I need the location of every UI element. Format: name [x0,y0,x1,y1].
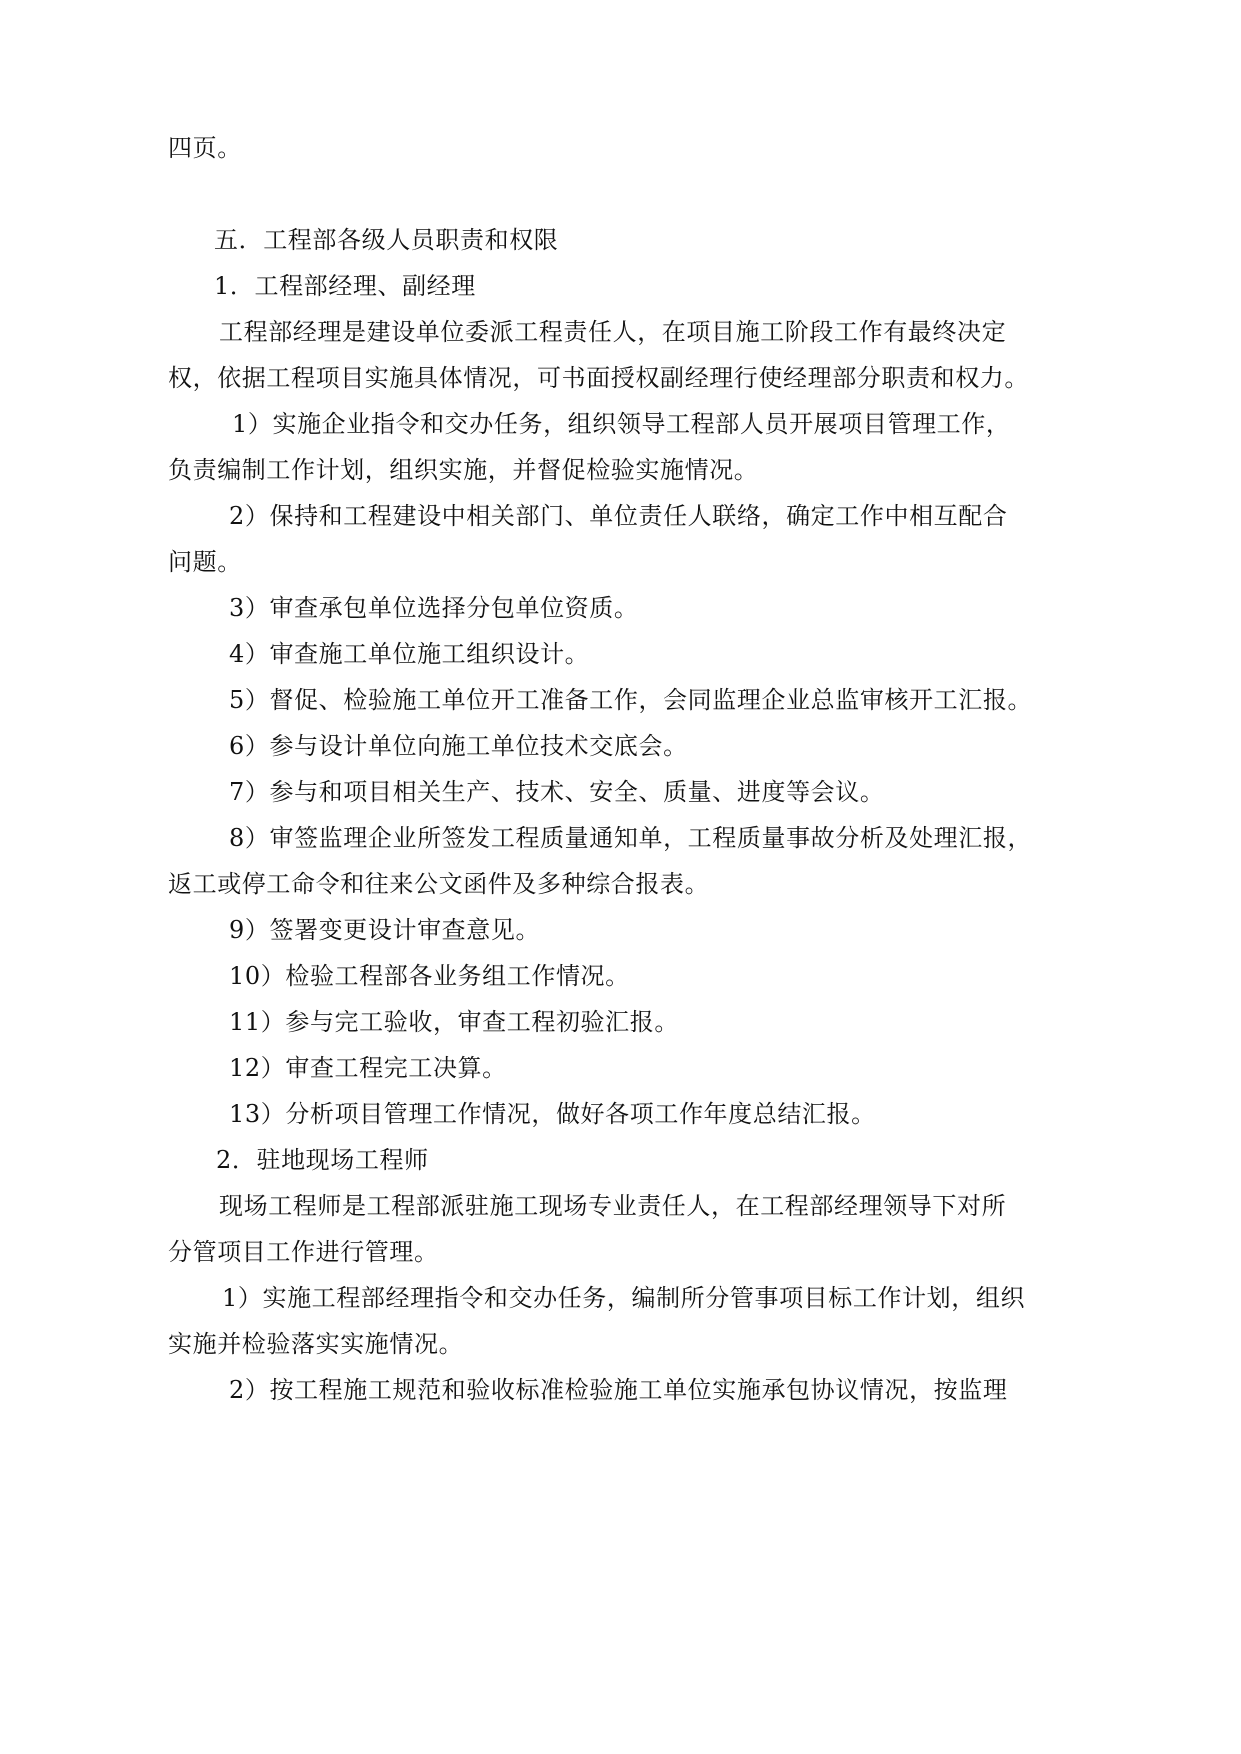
section-heading-5: 五．工程部各级人员职责和权限 [214,226,559,254]
paragraph-line-4: 工程部经理是建设单位委派工程责任人，在项目施工阶段工作有最终决定 [219,318,1007,346]
list-item-10: 10）检验工程部各业务组工作情况。 [229,962,630,990]
paragraph-line-1: 四页。 [168,134,242,162]
list-item-11: 11）参与完工验收，审查工程初验汇报。 [229,1008,679,1036]
engineer-list-item-1: 1）实施工程部经理指令和交办任务，编制所分管事项目标工作计划，组织 [222,1284,1026,1312]
list-item-5: 5）督促、检验施工单位开工准备工作，会同监理企业总监审核开工汇报。 [229,686,1033,714]
list-item-8-cont: 返工或停工命令和往来公文函件及多种综合报表。 [168,870,710,898]
list-item-4: 4）审查施工单位施工组织设计。 [229,640,590,668]
list-item-9: 9）签署变更设计审查意见。 [229,916,541,944]
list-item-2: 2）保持和工程建设中相关部门、单位责任人联络，确定工作中相互配合 [229,502,1008,530]
list-item-8: 8）审签监理企业所签发工程质量通知单，工程质量事故分析及处理汇报， [229,824,1033,852]
engineer-list-item-2: 2）按工程施工规范和验收标准检验施工单位实施承包协议情况，按监理 [229,1376,1008,1404]
list-item-13: 13）分析项目管理工作情况，做好各项工作年度总结汇报。 [229,1100,876,1128]
paragraph-line-5: 权，依据工程项目实施具体情况，可书面授权副经理行使经理部分职责和权力。 [168,364,1029,392]
subsection-heading-1: 1．工程部经理、副经理 [214,272,476,300]
list-item-7: 7）参与和项目相关生产、技术、安全、质量、进度等会议。 [229,778,885,806]
list-item-1: 1）实施企业指令和交办任务，组织领导工程部人员开展项目管理工作， [232,410,1011,438]
list-item-12: 12）审查工程完工决算。 [229,1054,507,1082]
paragraph-line-23: 现场工程师是工程部派驻施工现场专业责任人，在工程部经理领导下对所 [219,1192,1007,1220]
paragraph-line-24: 分管项目工作进行管理。 [168,1238,439,1266]
list-item-2-cont: 问题。 [168,548,242,576]
subsection-heading-2: 2．驻地现场工程师 [216,1146,429,1174]
list-item-6: 6）参与设计单位向施工单位技术交底会。 [229,732,688,760]
list-item-3: 3）审查承包单位选择分包单位资质。 [229,594,639,622]
list-item-1-cont: 负责编制工作计划，组织实施，并督促检验实施情况。 [168,456,759,484]
engineer-list-item-1-cont: 实施并检验落实实施情况。 [168,1330,464,1358]
